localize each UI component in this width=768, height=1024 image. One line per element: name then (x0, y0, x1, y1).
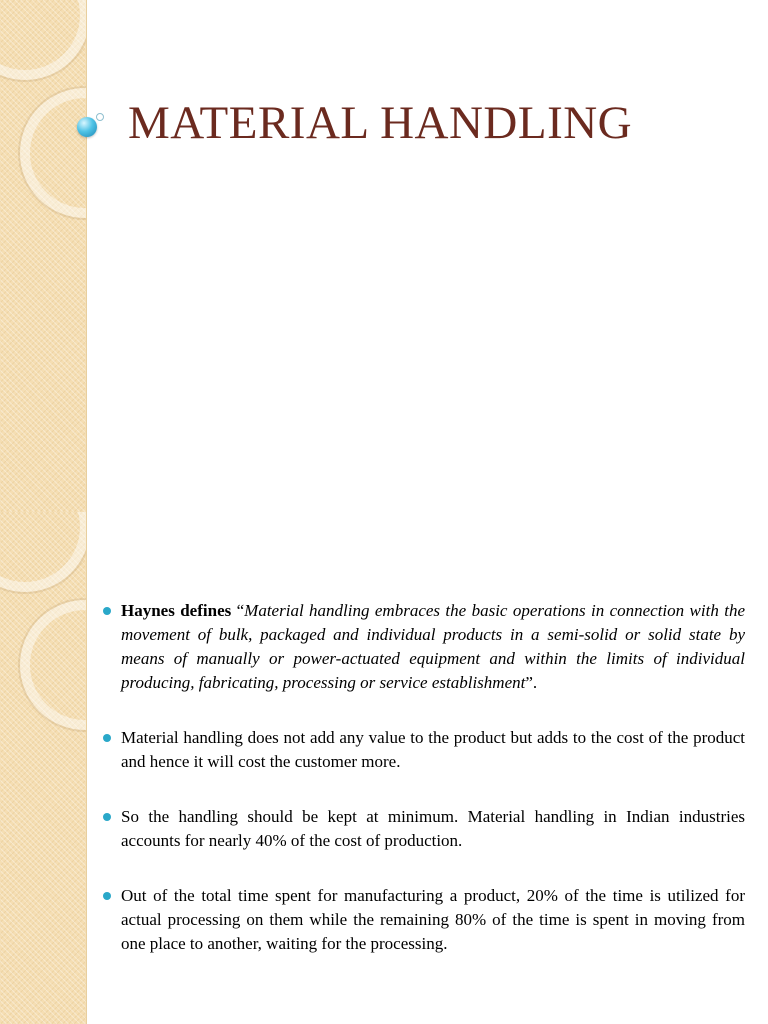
bullet-list (103, 599, 745, 956)
list-item-text: So the handling should be kept at minimum. Material handling in Indian industries accounts for nearly 40% of the cost of production. (121, 807, 745, 850)
list-item (103, 599, 745, 695)
open-quote: “ (231, 601, 245, 620)
list-item (103, 726, 745, 774)
definition-quote: Material handling embraces the basic operations in connection with the movement of bulk, packaged and individual products in a semi-solid or solid state by means of manually or power-actuated equipment and within the limits of individual producing, fabricating, processing or service establishment (121, 601, 745, 692)
list-item-text: Material handling does not add any value to the product but adds to the cost of the product and hence it will cost the customer more. (121, 728, 745, 771)
close-quote: ”. (525, 673, 538, 692)
bullet-dot-icon (103, 734, 111, 742)
orb-bullet-icon (77, 117, 97, 137)
decorative-ring (0, 0, 87, 80)
bullet-dot-icon (103, 892, 111, 900)
definition-lead: Haynes defines (121, 601, 232, 620)
decorative-ring (0, 512, 87, 592)
bullet-dot-icon (103, 607, 111, 615)
list-item-text: Out of the total time spent for manufacturing a product, 20% of the time is utilized for actual processing on them while the remaining 80% of the time is spent in moving from one place to another, waiting for the processing. (121, 886, 745, 953)
decorative-ring (20, 88, 87, 218)
decorative-side-band (0, 512, 87, 1024)
slide-content-page (0, 512, 768, 1024)
bullet-dot-icon (103, 813, 111, 821)
decorative-ring (20, 600, 87, 730)
small-circle-icon (96, 113, 104, 121)
list-item (103, 805, 745, 853)
list-item (103, 884, 745, 956)
decorative-side-band (0, 0, 87, 512)
slide-title: MATERIAL HANDLING (128, 97, 633, 149)
